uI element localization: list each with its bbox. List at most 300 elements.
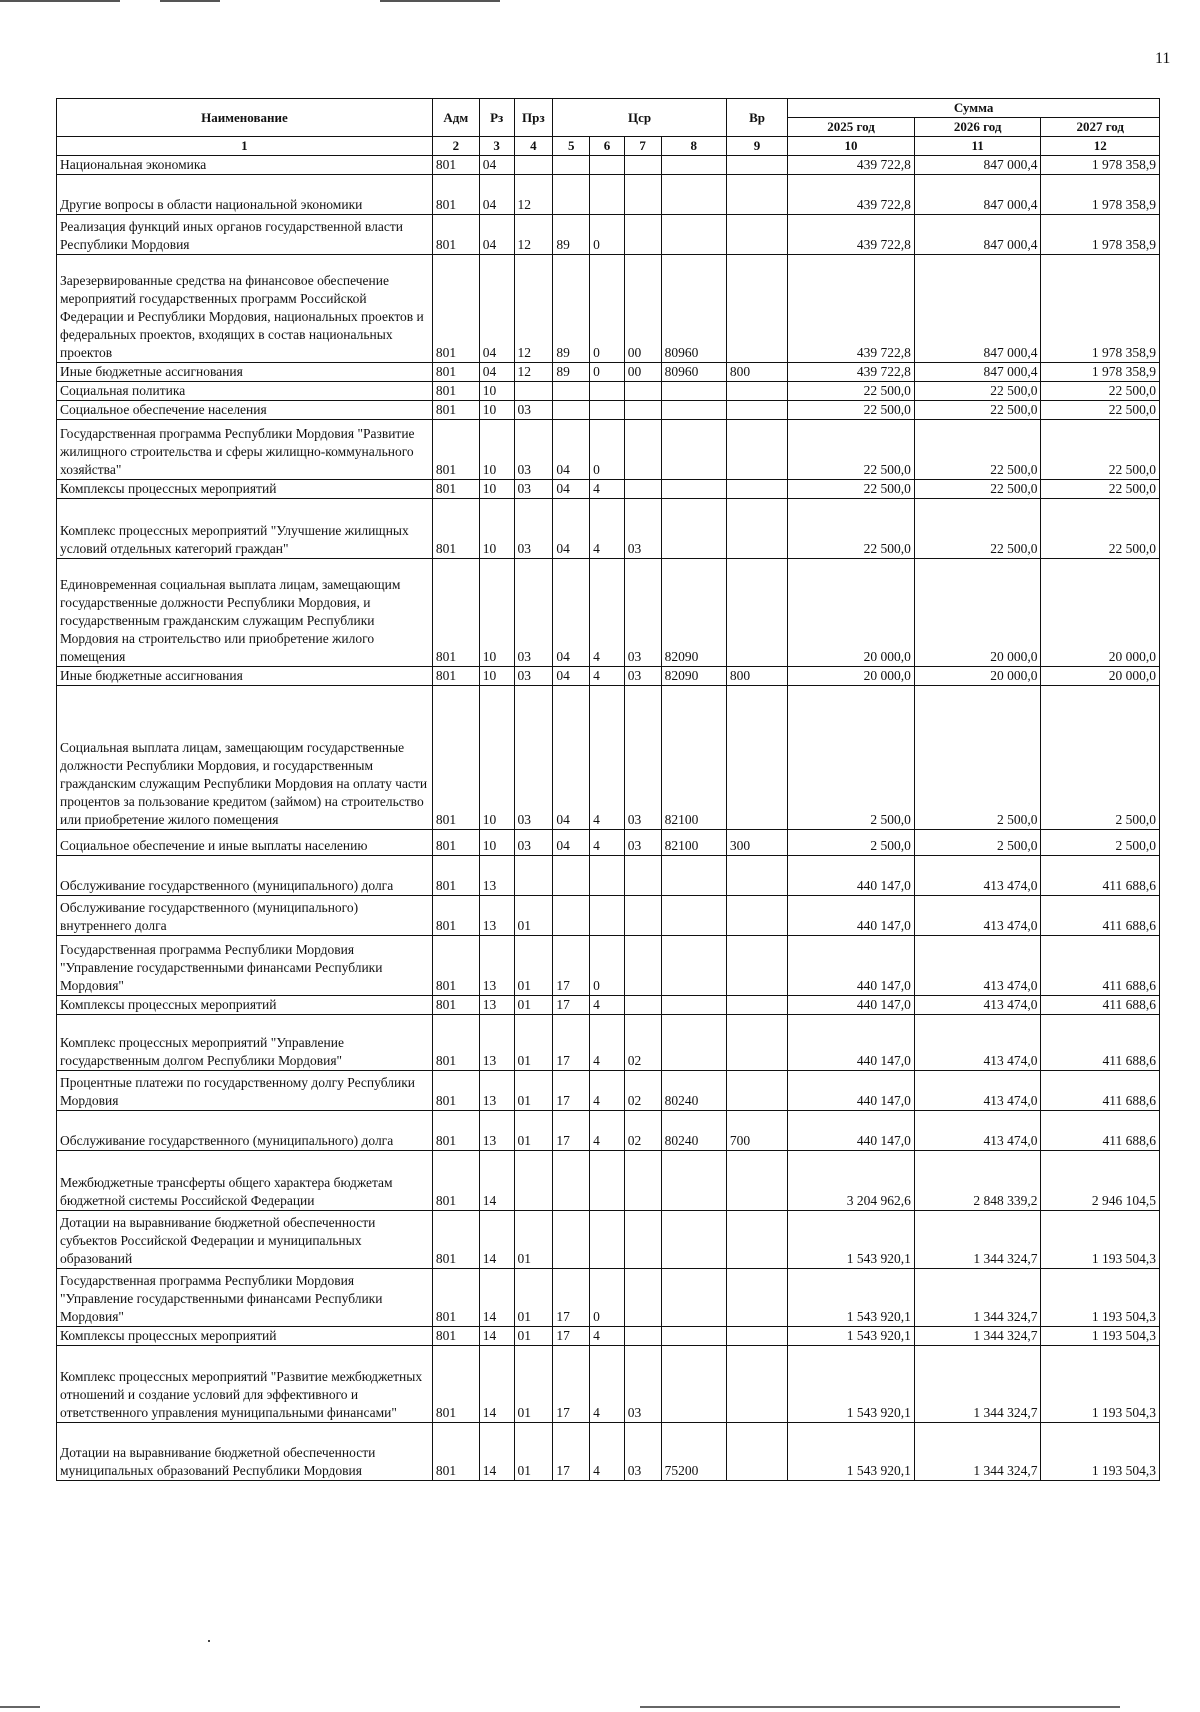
row-rz: 10 bbox=[479, 667, 514, 686]
row-adm: 801 bbox=[432, 420, 479, 480]
row-name: Комплекс процессных мероприятий "Улучшение жилищных условий отдельных категорий граждан" bbox=[57, 499, 433, 559]
row-adm: 801 bbox=[432, 1015, 479, 1071]
row-sum-2026: 1 344 324,7 bbox=[914, 1269, 1041, 1327]
row-sum-2025: 22 500,0 bbox=[788, 420, 915, 480]
row-csr-direction bbox=[661, 1327, 726, 1346]
row-csr-program: 89 bbox=[553, 215, 590, 255]
row-csr-program bbox=[553, 1211, 590, 1269]
row-name: Государственная программа Республики Мордовия "Управление государственными финансами Республики Мордовия" bbox=[57, 936, 433, 996]
row-sum-2026: 22 500,0 bbox=[914, 420, 1041, 480]
row-adm: 801 bbox=[432, 1327, 479, 1346]
row-csr-program: 17 bbox=[553, 1269, 590, 1327]
row-sum-2026: 22 500,0 bbox=[914, 499, 1041, 559]
row-sum-2025: 439 722,8 bbox=[788, 175, 915, 215]
table-row bbox=[57, 559, 1160, 667]
row-prz: 01 bbox=[514, 1211, 553, 1269]
row-sum-2027: 20 000,0 bbox=[1041, 667, 1160, 686]
row-csr-program: 89 bbox=[553, 255, 590, 363]
row-csr-program: 17 bbox=[553, 1071, 590, 1111]
row-rz: 13 bbox=[479, 1111, 514, 1151]
row-rz: 04 bbox=[479, 156, 514, 175]
row-csr-direction: 80240 bbox=[661, 1111, 726, 1151]
row-prz: 01 bbox=[514, 1111, 553, 1151]
row-adm: 801 bbox=[432, 480, 479, 499]
row-vr bbox=[726, 1211, 787, 1269]
row-rz: 04 bbox=[479, 363, 514, 382]
row-sum-2025: 440 147,0 bbox=[788, 1111, 915, 1151]
row-sum-2027: 1 193 504,3 bbox=[1041, 1211, 1160, 1269]
column-number: 8 bbox=[661, 137, 726, 156]
row-sum-2027: 22 500,0 bbox=[1041, 480, 1160, 499]
row-sum-2025: 22 500,0 bbox=[788, 382, 915, 401]
column-number: 10 bbox=[788, 137, 915, 156]
row-adm: 801 bbox=[432, 559, 479, 667]
row-sum-2026: 847 000,4 bbox=[914, 363, 1041, 382]
row-name: Другие вопросы в области национальной экономики bbox=[57, 175, 433, 215]
row-csr-type: 4 bbox=[590, 667, 625, 686]
row-prz: 12 bbox=[514, 215, 553, 255]
row-csr-type: 0 bbox=[590, 215, 625, 255]
table-row bbox=[57, 667, 1160, 686]
table-row bbox=[57, 896, 1160, 936]
row-sum-2025: 2 500,0 bbox=[788, 830, 915, 856]
row-adm: 801 bbox=[432, 936, 479, 996]
row-adm: 801 bbox=[432, 1423, 479, 1481]
row-csr-subprogram: 03 bbox=[624, 667, 661, 686]
row-adm: 801 bbox=[432, 1211, 479, 1269]
header-csr: Цср bbox=[553, 99, 727, 137]
row-prz: 01 bbox=[514, 1327, 553, 1346]
row-vr bbox=[726, 856, 787, 896]
row-adm: 801 bbox=[432, 499, 479, 559]
row-sum-2026: 413 474,0 bbox=[914, 1015, 1041, 1071]
row-csr-direction bbox=[661, 480, 726, 499]
row-sum-2027: 1 193 504,3 bbox=[1041, 1327, 1160, 1346]
row-sum-2027: 1 978 358,9 bbox=[1041, 215, 1160, 255]
row-csr-type: 0 bbox=[590, 420, 625, 480]
row-sum-2026: 847 000,4 bbox=[914, 215, 1041, 255]
row-prz: 01 bbox=[514, 936, 553, 996]
row-prz bbox=[514, 382, 553, 401]
table-row bbox=[57, 830, 1160, 856]
row-prz bbox=[514, 156, 553, 175]
budget-table bbox=[56, 98, 1160, 1481]
row-sum-2027: 22 500,0 bbox=[1041, 401, 1160, 420]
row-name: Государственная программа Республики Мордовия "Развитие жилищного строительства и сферы жилищно-коммунального хозяйства" bbox=[57, 420, 433, 480]
row-csr-type bbox=[590, 175, 625, 215]
row-csr-type: 4 bbox=[590, 1423, 625, 1481]
row-adm: 801 bbox=[432, 215, 479, 255]
row-csr-direction bbox=[661, 215, 726, 255]
row-csr-type bbox=[590, 1211, 625, 1269]
row-csr-type: 4 bbox=[590, 1327, 625, 1346]
row-adm: 801 bbox=[432, 382, 479, 401]
row-sum-2025: 3 204 962,6 bbox=[788, 1151, 915, 1211]
scan-bottom-edge bbox=[640, 1706, 1120, 1708]
column-number: 7 bbox=[624, 137, 661, 156]
row-csr-type bbox=[590, 896, 625, 936]
row-sum-2025: 22 500,0 bbox=[788, 480, 915, 499]
row-prz: 03 bbox=[514, 686, 553, 830]
row-csr-type: 4 bbox=[590, 499, 625, 559]
table-row bbox=[57, 1346, 1160, 1423]
row-csr-type: 4 bbox=[590, 830, 625, 856]
row-csr-type: 4 bbox=[590, 1071, 625, 1111]
row-rz: 04 bbox=[479, 255, 514, 363]
row-csr-type: 0 bbox=[590, 255, 625, 363]
row-vr bbox=[726, 996, 787, 1015]
row-csr-program: 04 bbox=[553, 559, 590, 667]
row-sum-2025: 439 722,8 bbox=[788, 363, 915, 382]
row-csr-subprogram: 03 bbox=[624, 559, 661, 667]
row-prz: 01 bbox=[514, 1071, 553, 1111]
row-sum-2027: 411 688,6 bbox=[1041, 996, 1160, 1015]
row-sum-2025: 20 000,0 bbox=[788, 667, 915, 686]
row-sum-2025: 1 543 920,1 bbox=[788, 1346, 915, 1423]
row-name: Процентные платежи по государственному долгу Республики Мордовия bbox=[57, 1071, 433, 1111]
row-csr-direction bbox=[661, 1269, 726, 1327]
row-prz: 03 bbox=[514, 499, 553, 559]
row-csr-direction bbox=[661, 996, 726, 1015]
table-row bbox=[57, 1151, 1160, 1211]
row-prz: 01 bbox=[514, 1346, 553, 1423]
column-number: 2 bbox=[432, 137, 479, 156]
row-prz: 03 bbox=[514, 667, 553, 686]
row-rz: 10 bbox=[479, 830, 514, 856]
row-csr-type bbox=[590, 156, 625, 175]
scan-bottom-edge bbox=[0, 1706, 40, 1708]
row-csr-direction: 82090 bbox=[661, 667, 726, 686]
row-csr-type: 4 bbox=[590, 1015, 625, 1071]
row-sum-2026: 413 474,0 bbox=[914, 996, 1041, 1015]
row-vr bbox=[726, 1327, 787, 1346]
table-row bbox=[57, 363, 1160, 382]
scan-speck bbox=[208, 1640, 210, 1642]
row-name: Единовременная социальная выплата лицам, замещающим государственные должности Республики Мордовия, и государственным гражданским служащим Республики Мордовия на строительство или приобретение жилого помещения bbox=[57, 559, 433, 667]
row-vr bbox=[726, 401, 787, 420]
row-csr-subprogram bbox=[624, 156, 661, 175]
row-rz: 10 bbox=[479, 559, 514, 667]
row-csr-subprogram bbox=[624, 401, 661, 420]
row-csr-type: 4 bbox=[590, 559, 625, 667]
row-rz: 14 bbox=[479, 1346, 514, 1423]
row-vr: 800 bbox=[726, 363, 787, 382]
row-csr-subprogram bbox=[624, 896, 661, 936]
row-sum-2025: 440 147,0 bbox=[788, 1071, 915, 1111]
row-name: Социальное обеспечение и иные выплаты населению bbox=[57, 830, 433, 856]
row-vr bbox=[726, 1015, 787, 1071]
row-sum-2025: 440 147,0 bbox=[788, 936, 915, 996]
row-prz: 03 bbox=[514, 401, 553, 420]
row-sum-2026: 22 500,0 bbox=[914, 480, 1041, 499]
row-rz: 13 bbox=[479, 996, 514, 1015]
row-prz: 03 bbox=[514, 420, 553, 480]
row-csr-program: 17 bbox=[553, 1346, 590, 1423]
row-adm: 801 bbox=[432, 363, 479, 382]
row-sum-2027: 2 946 104,5 bbox=[1041, 1151, 1160, 1211]
row-csr-subprogram: 00 bbox=[624, 255, 661, 363]
row-rz: 14 bbox=[479, 1327, 514, 1346]
header-prz: Прз bbox=[514, 99, 553, 137]
row-vr: 300 bbox=[726, 830, 787, 856]
row-csr-subprogram bbox=[624, 175, 661, 215]
column-number: 12 bbox=[1041, 137, 1160, 156]
row-csr-direction bbox=[661, 175, 726, 215]
table-row bbox=[57, 1327, 1160, 1346]
row-sum-2027: 20 000,0 bbox=[1041, 559, 1160, 667]
row-sum-2026: 413 474,0 bbox=[914, 896, 1041, 936]
row-sum-2025: 440 147,0 bbox=[788, 896, 915, 936]
row-vr bbox=[726, 936, 787, 996]
row-csr-subprogram bbox=[624, 1269, 661, 1327]
row-sum-2026: 22 500,0 bbox=[914, 401, 1041, 420]
row-prz: 01 bbox=[514, 1015, 553, 1071]
row-sum-2026: 413 474,0 bbox=[914, 856, 1041, 896]
header-sum: Сумма bbox=[788, 99, 1160, 118]
row-csr-direction: 82100 bbox=[661, 686, 726, 830]
column-numbers-row bbox=[57, 137, 1160, 156]
row-vr bbox=[726, 215, 787, 255]
table-row bbox=[57, 856, 1160, 896]
row-vr bbox=[726, 1423, 787, 1481]
table-row bbox=[57, 1269, 1160, 1327]
row-rz: 14 bbox=[479, 1151, 514, 1211]
column-number: 9 bbox=[726, 137, 787, 156]
table-row bbox=[57, 420, 1160, 480]
row-vr bbox=[726, 559, 787, 667]
row-adm: 801 bbox=[432, 255, 479, 363]
row-adm: 801 bbox=[432, 667, 479, 686]
row-adm: 801 bbox=[432, 896, 479, 936]
row-csr-program: 04 bbox=[553, 420, 590, 480]
row-sum-2027: 411 688,6 bbox=[1041, 896, 1160, 936]
row-vr bbox=[726, 686, 787, 830]
row-vr bbox=[726, 480, 787, 499]
table-row bbox=[57, 686, 1160, 830]
row-vr bbox=[726, 382, 787, 401]
table-row bbox=[57, 1211, 1160, 1269]
row-sum-2025: 439 722,8 bbox=[788, 215, 915, 255]
row-csr-program: 04 bbox=[553, 480, 590, 499]
row-vr bbox=[726, 255, 787, 363]
row-rz: 10 bbox=[479, 382, 514, 401]
row-rz: 13 bbox=[479, 856, 514, 896]
row-rz: 13 bbox=[479, 936, 514, 996]
header-year-2025: 2025 год bbox=[788, 118, 915, 137]
page-number: 11 bbox=[1155, 50, 1171, 67]
row-sum-2026: 1 344 324,7 bbox=[914, 1346, 1041, 1423]
row-name: Межбюджетные трансферты общего характера бюджетам бюджетной системы Российской Федерации bbox=[57, 1151, 433, 1211]
row-csr-program: 17 bbox=[553, 936, 590, 996]
row-rz: 04 bbox=[479, 175, 514, 215]
row-name: Государственная программа Республики Мордовия "Управление государственными финансами Республики Мордовия" bbox=[57, 1269, 433, 1327]
row-csr-subprogram: 03 bbox=[624, 1423, 661, 1481]
row-sum-2025: 2 500,0 bbox=[788, 686, 915, 830]
row-prz: 12 bbox=[514, 363, 553, 382]
row-vr bbox=[726, 156, 787, 175]
row-adm: 801 bbox=[432, 686, 479, 830]
row-csr-type bbox=[590, 401, 625, 420]
row-sum-2026: 1 344 324,7 bbox=[914, 1211, 1041, 1269]
row-sum-2026: 22 500,0 bbox=[914, 382, 1041, 401]
row-sum-2025: 20 000,0 bbox=[788, 559, 915, 667]
row-sum-2027: 1 978 358,9 bbox=[1041, 175, 1160, 215]
row-csr-subprogram: 03 bbox=[624, 1346, 661, 1423]
row-prz bbox=[514, 1151, 553, 1211]
row-csr-subprogram bbox=[624, 1327, 661, 1346]
row-rz: 10 bbox=[479, 499, 514, 559]
table-row bbox=[57, 936, 1160, 996]
row-csr-program: 04 bbox=[553, 499, 590, 559]
row-csr-type: 4 bbox=[590, 1346, 625, 1423]
row-csr-program bbox=[553, 896, 590, 936]
column-number: 11 bbox=[914, 137, 1041, 156]
row-csr-type: 4 bbox=[590, 686, 625, 830]
row-sum-2025: 1 543 920,1 bbox=[788, 1327, 915, 1346]
table-row bbox=[57, 1423, 1160, 1481]
row-sum-2026: 847 000,4 bbox=[914, 156, 1041, 175]
row-csr-type bbox=[590, 382, 625, 401]
row-csr-subprogram bbox=[624, 996, 661, 1015]
scan-top-edge bbox=[0, 0, 1200, 3]
row-sum-2027: 22 500,0 bbox=[1041, 382, 1160, 401]
row-vr bbox=[726, 1346, 787, 1423]
row-sum-2027: 411 688,6 bbox=[1041, 1071, 1160, 1111]
row-csr-direction: 80960 bbox=[661, 363, 726, 382]
row-csr-subprogram: 00 bbox=[624, 363, 661, 382]
row-prz: 03 bbox=[514, 830, 553, 856]
row-csr-direction bbox=[661, 896, 726, 936]
table-row bbox=[57, 401, 1160, 420]
table-row bbox=[57, 156, 1160, 175]
row-vr bbox=[726, 1071, 787, 1111]
row-rz: 13 bbox=[479, 896, 514, 936]
table-row bbox=[57, 1111, 1160, 1151]
row-sum-2027: 1 193 504,3 bbox=[1041, 1269, 1160, 1327]
row-name: Комплексы процессных мероприятий bbox=[57, 480, 433, 499]
row-prz bbox=[514, 856, 553, 896]
column-number: 4 bbox=[514, 137, 553, 156]
row-sum-2027: 411 688,6 bbox=[1041, 1015, 1160, 1071]
table-row bbox=[57, 255, 1160, 363]
row-adm: 801 bbox=[432, 175, 479, 215]
row-csr-program: 17 bbox=[553, 1111, 590, 1151]
header-year-2027: 2027 год bbox=[1041, 118, 1160, 137]
row-vr bbox=[726, 175, 787, 215]
row-csr-direction: 80240 bbox=[661, 1071, 726, 1111]
row-csr-direction: 82090 bbox=[661, 559, 726, 667]
row-sum-2027: 411 688,6 bbox=[1041, 856, 1160, 896]
row-prz: 03 bbox=[514, 559, 553, 667]
row-adm: 801 bbox=[432, 1111, 479, 1151]
row-csr-direction: 80960 bbox=[661, 255, 726, 363]
row-sum-2025: 440 147,0 bbox=[788, 996, 915, 1015]
row-csr-subprogram bbox=[624, 215, 661, 255]
row-sum-2025: 439 722,8 bbox=[788, 255, 915, 363]
row-csr-program: 89 bbox=[553, 363, 590, 382]
row-sum-2025: 440 147,0 bbox=[788, 1015, 915, 1071]
row-sum-2025: 1 543 920,1 bbox=[788, 1269, 915, 1327]
row-prz: 01 bbox=[514, 896, 553, 936]
row-rz: 10 bbox=[479, 480, 514, 499]
row-csr-program: 17 bbox=[553, 1015, 590, 1071]
row-csr-program: 17 bbox=[553, 1327, 590, 1346]
table-row bbox=[57, 996, 1160, 1015]
row-csr-program: 17 bbox=[553, 1423, 590, 1481]
row-csr-direction bbox=[661, 936, 726, 996]
row-csr-direction bbox=[661, 1015, 726, 1071]
row-name: Комплексы процессных мероприятий bbox=[57, 1327, 433, 1346]
row-csr-direction bbox=[661, 1346, 726, 1423]
row-prz: 01 bbox=[514, 1423, 553, 1481]
row-prz: 01 bbox=[514, 1269, 553, 1327]
table-row bbox=[57, 382, 1160, 401]
row-csr-subprogram: 03 bbox=[624, 830, 661, 856]
row-sum-2027: 1 978 358,9 bbox=[1041, 255, 1160, 363]
row-adm: 801 bbox=[432, 1346, 479, 1423]
row-csr-subprogram bbox=[624, 856, 661, 896]
row-adm: 801 bbox=[432, 156, 479, 175]
row-csr-direction bbox=[661, 499, 726, 559]
row-sum-2025: 440 147,0 bbox=[788, 856, 915, 896]
row-rz: 13 bbox=[479, 1071, 514, 1111]
row-rz: 13 bbox=[479, 1015, 514, 1071]
row-rz: 14 bbox=[479, 1211, 514, 1269]
row-sum-2026: 1 344 324,7 bbox=[914, 1327, 1041, 1346]
row-name: Иные бюджетные ассигнования bbox=[57, 667, 433, 686]
row-csr-subprogram bbox=[624, 480, 661, 499]
row-adm: 801 bbox=[432, 401, 479, 420]
table-row bbox=[57, 175, 1160, 215]
row-name: Национальная экономика bbox=[57, 156, 433, 175]
row-name: Социальная политика bbox=[57, 382, 433, 401]
row-sum-2027: 2 500,0 bbox=[1041, 830, 1160, 856]
row-csr-direction: 75200 bbox=[661, 1423, 726, 1481]
row-rz: 04 bbox=[479, 215, 514, 255]
row-rz: 10 bbox=[479, 420, 514, 480]
row-sum-2027: 411 688,6 bbox=[1041, 1111, 1160, 1151]
row-sum-2027: 1 978 358,9 bbox=[1041, 363, 1160, 382]
row-adm: 801 bbox=[432, 1269, 479, 1327]
table-row bbox=[57, 1071, 1160, 1111]
row-name: Обслуживание государственного (муниципального) внутреннего долга bbox=[57, 896, 433, 936]
table-row bbox=[57, 1015, 1160, 1071]
table-row bbox=[57, 215, 1160, 255]
row-csr-program bbox=[553, 401, 590, 420]
row-csr-type bbox=[590, 1151, 625, 1211]
row-prz: 12 bbox=[514, 175, 553, 215]
row-sum-2025: 1 543 920,1 bbox=[788, 1423, 915, 1481]
row-csr-program bbox=[553, 175, 590, 215]
row-sum-2025: 22 500,0 bbox=[788, 401, 915, 420]
table-header bbox=[57, 99, 1160, 156]
row-vr: 700 bbox=[726, 1111, 787, 1151]
row-rz: 10 bbox=[479, 401, 514, 420]
row-csr-type: 0 bbox=[590, 936, 625, 996]
row-sum-2026: 2 500,0 bbox=[914, 686, 1041, 830]
row-name: Комплексы процессных мероприятий bbox=[57, 996, 433, 1015]
column-number: 1 bbox=[57, 137, 433, 156]
row-sum-2027: 411 688,6 bbox=[1041, 936, 1160, 996]
row-name: Обслуживание государственного (муниципального) долга bbox=[57, 856, 433, 896]
row-sum-2027: 1 978 358,9 bbox=[1041, 156, 1160, 175]
row-name: Иные бюджетные ассигнования bbox=[57, 363, 433, 382]
row-rz: 14 bbox=[479, 1269, 514, 1327]
column-number: 3 bbox=[479, 137, 514, 156]
row-name: Дотации на выравнивание бюджетной обеспеченности субъектов Российской Федерации и муниципальных образований bbox=[57, 1211, 433, 1269]
row-csr-direction bbox=[661, 382, 726, 401]
header-adm: Адм bbox=[432, 99, 479, 137]
